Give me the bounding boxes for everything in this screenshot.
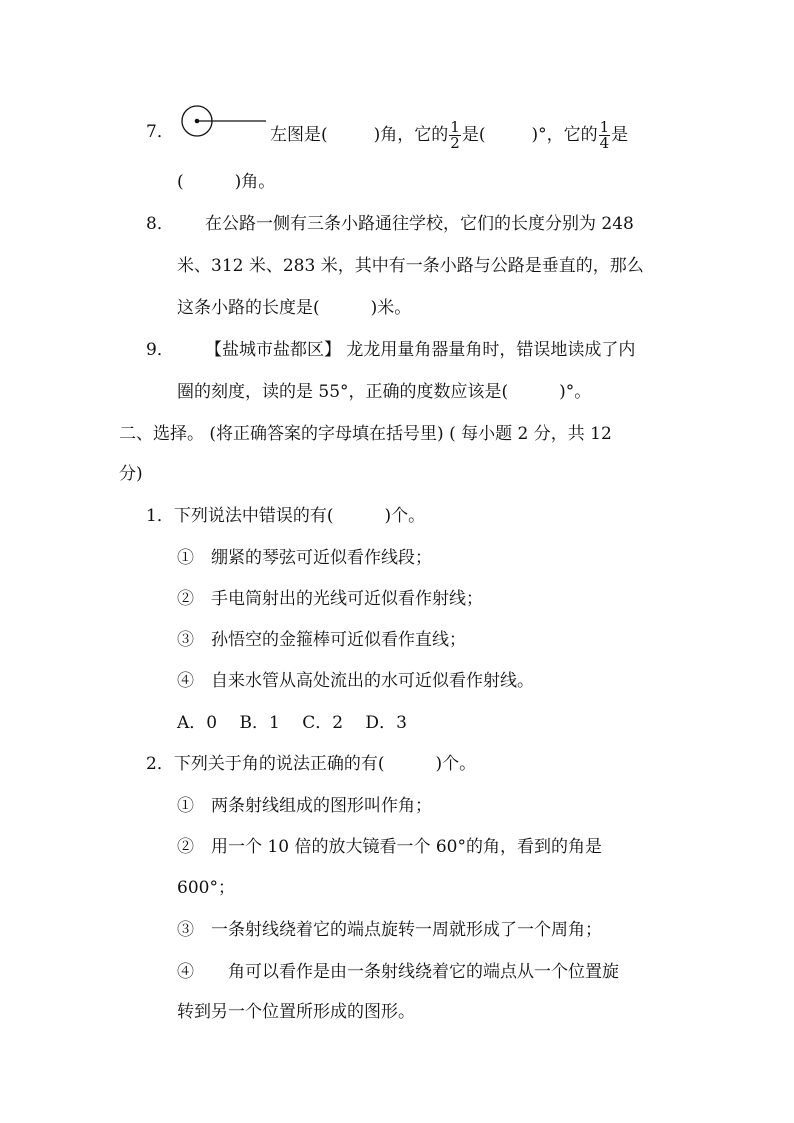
choice2-item-1: ① 两条射线组成的图形叫作角； [177,796,432,816]
section-heading-cont: 分) [119,464,143,484]
choice2-item-4: ④ 角可以看作是由一条射线绕着它的端点从一个位置旋 [177,962,619,982]
q7-line1 [270,120,628,151]
q7-text-3: 是( [461,125,486,145]
q8-line1: 在公路一侧有三条小路通往学校，它们的长度分别为 248 [205,214,634,234]
choice1-item-1: ① 绷紧的琴弦可近似看作线段； [177,548,432,568]
choice2-item-3: ③ 一条射线绕着它的端点旋转一周就形成了一个周角； [177,920,602,940]
q7-text-2: )角，它的 [373,125,449,145]
choice1-item-4: ④ 自来水管从高处流出的水可近似看作射线。 [177,671,534,691]
q7-text-5: 是 [611,125,629,145]
choice1-stem: 1．下列说法中错误的有( )个。 [146,506,426,526]
choice2-item-2-cont: 600°； [177,878,235,898]
choice2-item-4-cont: 转到另一个位置所形成的图形。 [177,1002,415,1022]
choice1-item-3: ③ 孙悟空的金箍棒可近似看作直线； [177,630,466,650]
q7-number: 7． [146,122,174,142]
choice2-stem: 2．下列关于角的说法正确的有( )个。 [146,754,477,774]
choice1-options: A．0 B．1 C．2 D．3 [177,713,407,733]
q8-line2: 米、312 米、283 米，其中有一条小路与公路是垂直的，那么 [177,256,644,276]
q8-number: 8． [146,214,174,234]
q9-line2: 圈的刻度，读的是 55°，正确的度数应该是( )°。 [177,382,592,402]
q8-line3: 这条小路的长度是( )米。 [177,298,412,318]
q7-text-1: 左图是( [270,125,328,145]
choice2-item-2: ② 用一个 10 倍的放大镜看一个 60°的角，看到的角是 [177,837,602,857]
q9-number: 9． [146,340,174,360]
fraction-one-half: $\frac{1}{2}$ [450,118,460,152]
q7-line2: ( )角。 [177,172,276,192]
q7-text-4: )°，它的 [531,125,598,145]
q9-line1: 【盐城市盐都区】 龙龙用量角器量角时，错误地读成了内 [205,340,636,360]
round-angle-figure [180,104,270,138]
fraction-one-quarter: $\frac{1}{4}$ [599,118,610,152]
section-heading: 二、选择。 (将正确答案的字母填在括号里) ( 每小题 2 分，共 12 [119,424,612,444]
choice1-item-2: ② 手电筒射出的光线可近似看作射线； [177,589,483,609]
